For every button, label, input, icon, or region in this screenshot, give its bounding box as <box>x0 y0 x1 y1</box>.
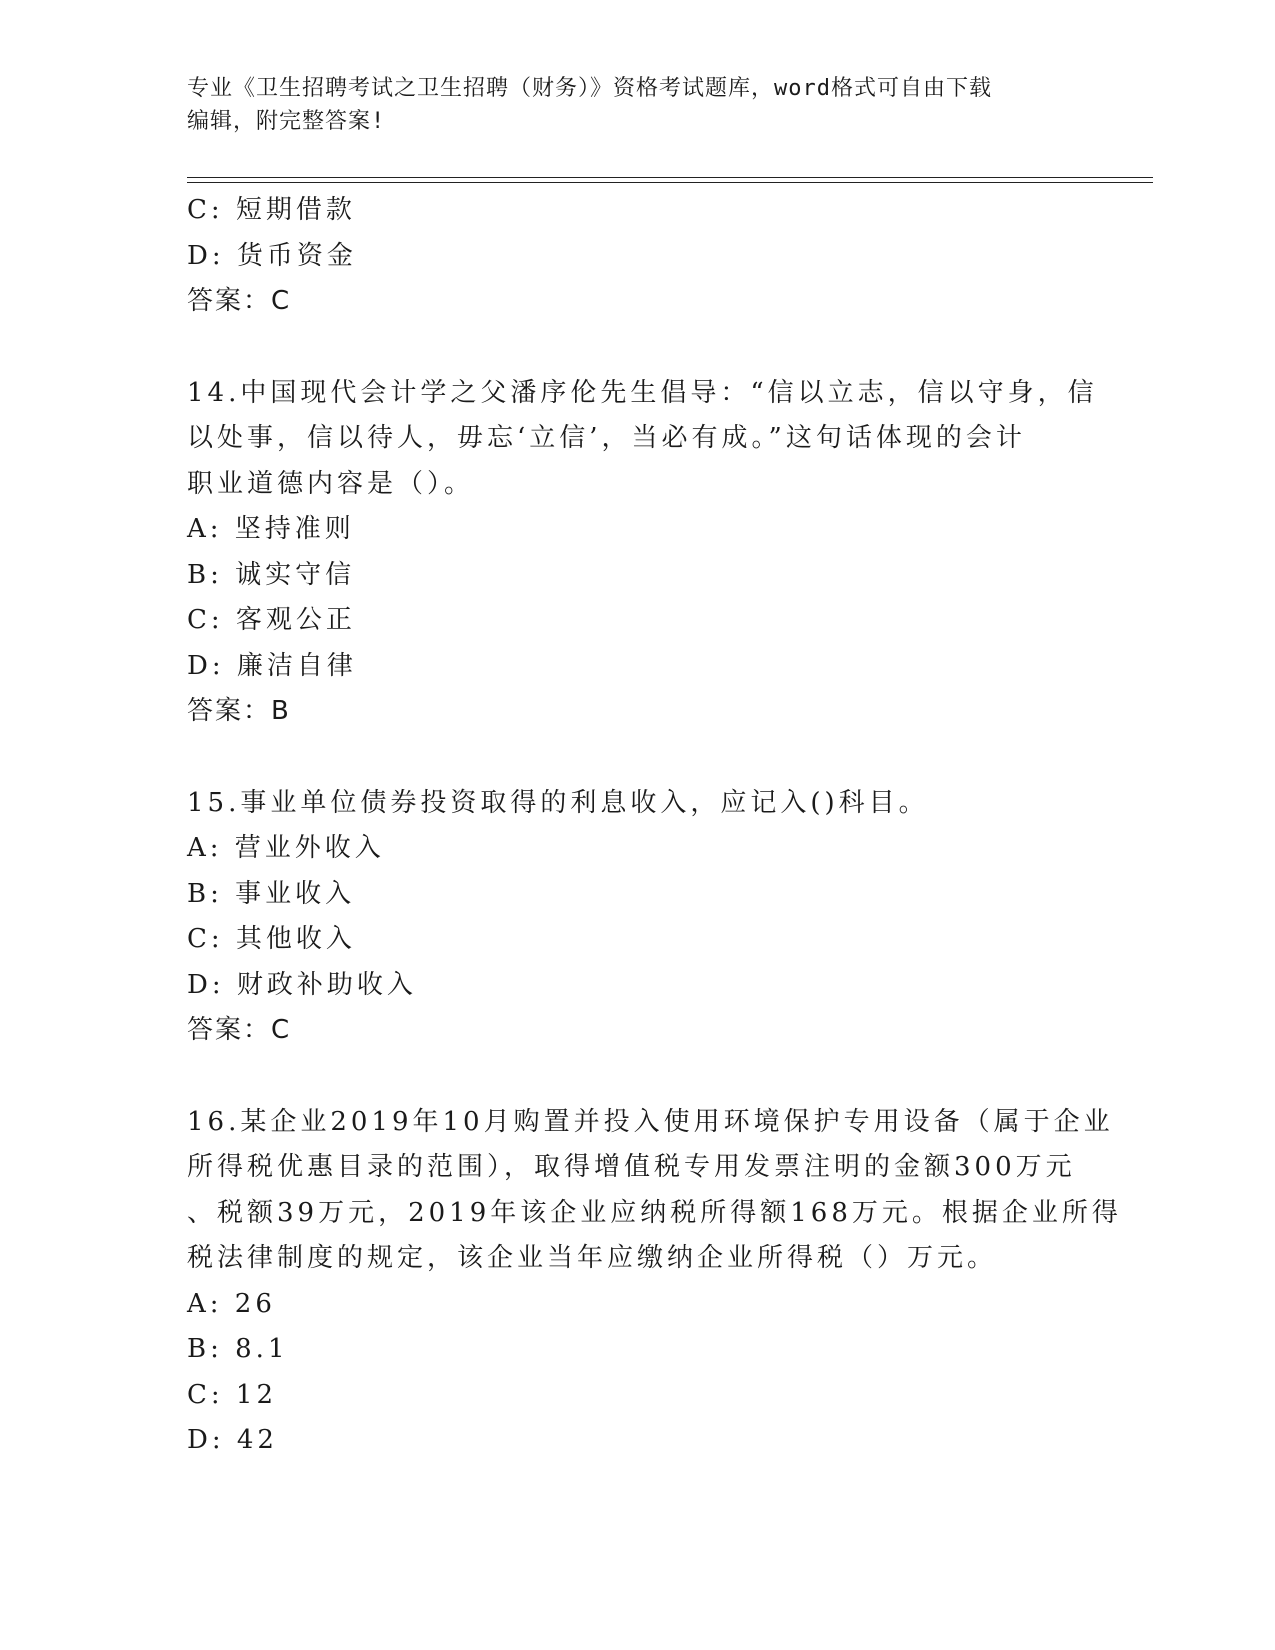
question-14 <box>187 371 1098 735</box>
option-a: A: 坚持准则 <box>187 514 355 544</box>
option-c: C: 短期借款 <box>187 195 356 225</box>
answer: 答案：C <box>187 1015 292 1045</box>
header-divider <box>187 182 1153 183</box>
question-text: 16.某企业2019年10月购置并投入使用环境保护专用设备（属于企业 <box>187 1106 1114 1137</box>
question-text: 税法律制度的规定，该企业当年应缴纳企业所得税（）万元。 <box>187 1243 998 1273</box>
option-d: D: 货币资金 <box>187 240 357 271</box>
option-a: A: 26 <box>187 1288 276 1319</box>
header-divider <box>187 177 1153 178</box>
question-text: 14.中国现代会计学之父潘序伦先生倡导：“信以立志，信以守身，信 <box>187 377 1098 408</box>
question-list <box>187 188 1122 1464</box>
option-b: B: 事业收入 <box>187 878 356 909</box>
question-text: 、税额39万元，2019年该企业应纳税所得额168万元。根据企业所得 <box>187 1197 1122 1228</box>
option-b: B: 诚实守信 <box>187 559 356 590</box>
option-d: D: 42 <box>187 1425 278 1455</box>
header-line: 编辑，附完整答案! <box>187 109 386 134</box>
question-text: 15.事业单位债券投资取得的利息收入，应记入()科目。 <box>187 787 929 818</box>
option-a: A: 营业外收入 <box>187 833 385 863</box>
option-d: D: 财政补助收入 <box>187 969 417 1000</box>
question-text: 以处事，信以待人，毋忘‘立信’，当必有成。”这句话体现的会计 <box>187 423 1026 453</box>
question-text: 所得税优惠目录的范围），取得增值税专用发票注明的金额300万元 <box>187 1152 1076 1182</box>
option-c: C: 其他收入 <box>187 924 356 954</box>
option-d: D: 廉洁自律 <box>187 650 357 681</box>
page-header <box>187 72 1087 138</box>
option-b: B: 8.1 <box>187 1334 289 1364</box>
question-16 <box>187 1100 1122 1464</box>
option-c: C: 客观公正 <box>187 605 356 635</box>
question-15 <box>187 781 1087 1054</box>
header-line: 专业《卫生招聘考试之卫生招聘（财务）》资格考试题库，word格式可自由下载 <box>187 76 992 101</box>
question-text: 职业道德内容是（）。 <box>187 468 475 499</box>
answer: 答案：C <box>187 286 292 316</box>
answer: 答案：B <box>187 696 291 726</box>
option-c: C: 12 <box>187 1379 278 1410</box>
